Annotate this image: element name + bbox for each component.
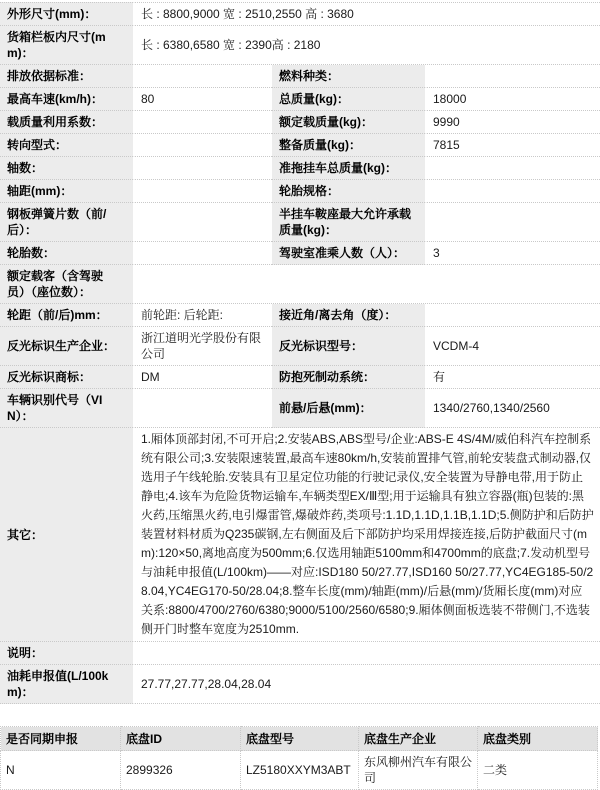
chassis-header-cell: 是否同期申报 [1,727,121,751]
spec-value: 3 [427,242,600,265]
spec-label: 轴数： [0,157,135,180]
spec-value [135,265,600,304]
spec-label: 防抱死制动系统： [272,366,427,389]
chassis-header-cell: 底盘类别 [478,727,598,751]
spec-label: 轮胎规格： [272,180,427,203]
spec-value: 18000 [427,88,600,111]
spec-value: 长 : 8800,9000 宽 : 2510,2550 高 : 3680 [135,2,600,26]
spec-value [135,642,600,665]
spec-value [135,203,272,242]
chassis-cell: 东风柳州汽车有限公司 [359,751,478,790]
spec-row [0,242,600,265]
spec-label: 其它： [0,428,135,642]
spec-label: 钢板弹簧片数（前/后）： [0,203,135,242]
spec-row [0,88,600,111]
spec-value: VCDM-4 [427,327,600,366]
spec-label: 燃料种类： [272,65,427,88]
spec-value: 1340/2760,1340/2560 [427,389,600,428]
spec-label: 货箱栏板内尺寸(mm)： [0,26,135,65]
spec-row [0,134,600,157]
spec-label: 轮距（前/后)mm： [0,304,135,327]
chassis-header-row [1,727,598,751]
spec-row [0,65,600,88]
spec-row [0,642,600,665]
chassis-row [1,751,598,790]
vehicle-spec-table [0,2,600,704]
spec-row [0,304,600,327]
spec-label: 前悬/后悬(mm)： [272,389,427,428]
spec-row [0,203,600,242]
spec-value [135,180,272,203]
spec-row [0,111,600,134]
chassis-cell: N [1,751,121,790]
spec-row [0,389,600,428]
spec-row [0,26,600,65]
chassis-header-cell: 底盘ID [121,727,241,751]
spec-label: 说明： [0,642,135,665]
spec-value [135,111,272,134]
chassis-cell: 2899326 [121,751,241,790]
spec-value [427,157,600,180]
chassis-header-cell: 底盘生产企业 [359,727,478,751]
spec-value [427,180,600,203]
spec-value [427,65,600,88]
spec-value: 9990 [427,111,600,134]
spec-label: 外形尺寸(mm)： [0,2,135,26]
spec-value: 7815 [427,134,600,157]
spec-value: 有 [427,366,600,389]
spec-row [0,665,600,704]
spec-label: 油耗申报值(L/100km)： [0,665,135,704]
chassis-header-cell: 底盘型号 [241,727,359,751]
spec-value [135,389,272,428]
chassis-cell: LZ5180XXYM3ABT [241,751,359,790]
spec-label: 反光标识商标： [0,366,135,389]
spec-label: 排放依据标准： [0,65,135,88]
spec-label: 接近角/离去角（度）： [272,304,427,327]
spec-label: 额定载质量(kg)： [272,111,427,134]
spec-label: 轮胎数： [0,242,135,265]
spec-label: 转向型式： [0,134,135,157]
spec-label: 载质量利用系数： [0,111,135,134]
spec-label: 总质量(kg)： [272,88,427,111]
chassis-table [0,726,598,790]
spec-row [0,157,600,180]
spec-label: 半挂车鞍座最大允许承载质量(kg)： [272,203,427,242]
spec-label: 整备质量(kg)： [272,134,427,157]
spec-row [0,180,600,203]
spec-value: 80 [135,88,272,111]
spec-row [0,327,600,366]
spec-value [427,203,600,242]
spec-row [0,428,600,642]
spec-row [0,366,600,389]
spec-label: 车辆识别代号（VIN）： [0,389,135,428]
spec-label: 额定载客（含驾驶员）（座位数）： [0,265,135,304]
spec-label: 最高车速(km/h)： [0,88,135,111]
spec-value [135,65,272,88]
spec-label: 驾驶室准乘人数（人）： [272,242,427,265]
spec-value [135,242,272,265]
spec-label: 轴距(mm)： [0,180,135,203]
spec-label: 反光标识生产企业： [0,327,135,366]
spec-label: 准拖挂车总质量(kg)： [272,157,427,180]
spec-value: 1.厢体顶部封闭,不可开启;2.安装ABS,ABS型号/企业:ABS-E 4S/4M/威伯科汽车控制系统有限公司;3.安装限速装置,最高车速80km/h,安装前置排气管,前轮安装盘式制动器,仅选用子午线轮胎.安装具有卫星定位功能的行驶记录仪,安全装置为导静电带,用于防止静电;4.该车为危险货物运输车,车辆类型EX/Ⅲ型;用于运输具有独立容器(瓶)包装的:黑火药,压缩黑火药,电引爆雷管,爆破炸药,类项号:1.1D,1.1D,1.1B,1.1D;5.侧防护和后防护装置材料材质为Q235碳钢,左右侧面及后下部防护均采用焊接连接,后防护截面尺寸(mm):120×50,离地高度为500mm;6.仅选用轴距5100mm和4700mm的底盘;7.发动机型号与油耗申报值(L/100km)——对应:ISD180 50/27.77,ISD160 50/27.77,YC4EG185-50/28.04,YC4EG170-50/28.04;8.整车长度(mm)/轴距(mm)/后悬(mm)/货厢长度(mm)对应关系:8800/4700/2760/6380;9000/5100/2560/6580;9.厢体侧面板选装不带侧门,不选装侧开门时整车宽度为2510mm. [135,428,600,642]
spec-value: 27.77,27.77,28.04,28.04 [135,665,600,704]
spec-row [0,2,600,26]
spec-value: DM [135,366,272,389]
spec-value [135,157,272,180]
spec-value: 前轮距: 后轮距: [135,304,272,327]
spec-row [0,265,600,304]
spec-value [135,134,272,157]
spec-label: 反光标识型号： [272,327,427,366]
spec-value: 浙江道明光学股份有限公司 [135,327,272,366]
spec-value: 长 : 6380,6580 宽 : 2390高 : 2180 [135,26,600,65]
chassis-cell: 二类 [478,751,598,790]
spec-value [427,304,600,327]
